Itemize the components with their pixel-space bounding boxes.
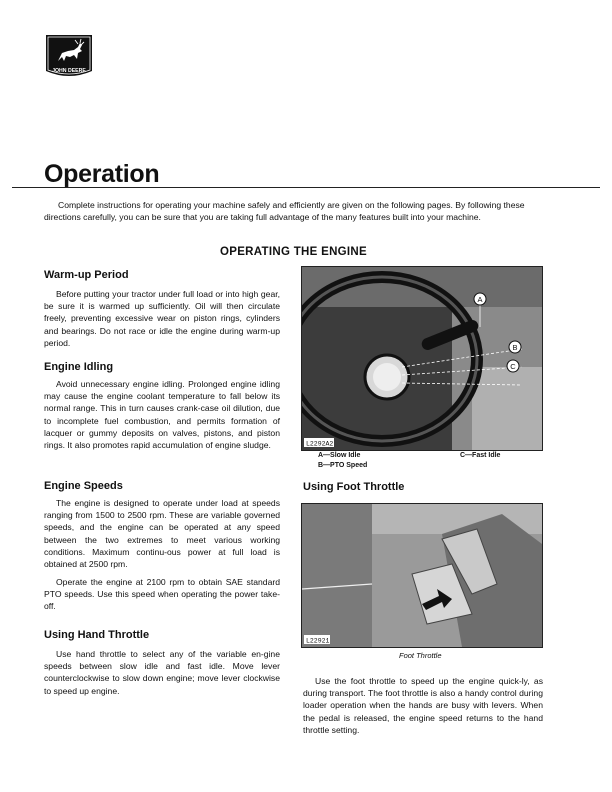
hand-throttle-heading: Using Hand Throttle [44,629,150,641]
caption-c: C—Fast Idle [460,452,501,459]
svg-text:B: B [512,343,518,352]
photo1-code: L2292A2 [306,440,334,448]
engine-speeds-paragraph-2: Operate the engine at 2100 rpm to obtain SAE standard PTO speeds. Use this speed when operating the power take-off. [44,577,280,612]
callout-b [509,341,521,353]
page-title: Operation [44,160,160,188]
title-rule [12,187,600,188]
john-deere-logo [44,33,94,80]
engine-speeds-heading: Engine Speeds [44,480,123,492]
caption-b: B—PTO Speed [318,462,368,469]
engine-speeds-paragraph-1: The engine is designed to operate under load at speeds ranging from 1500 to 2500 rpm. These are variable governed speeds, and the engine can be operated at any speed between the two extremes to meet various working conditions. Maximum continu-ous power at full load is obtained at 2500 rpm. [44,498,280,570]
caption-a: A—Slow Idle [318,452,361,459]
idling-heading: Engine Idling [44,361,114,373]
idling-paragraph: Avoid unnecessary engine idling. Prolonged engine idling may cause the engine coolant temperature to fall below its normal range. This in turn causes crank-case oil dilution, due to incomplete fuel combustion, and permits formation of lacquer or gummy deposits on valves, pistons, and piston rings. It also promotes rapid accumulation of engine sludge. [44,379,280,451]
svg-text:C: C [510,362,516,371]
section-title: OPERATING THE ENGINE [220,246,367,258]
intro-paragraph: Complete instructions for operating your machine safely and efficiently are given on the following pages. By following these directions carefully, you can be sure that you are taking full advantage of the many features built into your machine. [44,200,525,223]
svg-text:JOHN DEERE: JOHN DEERE [52,68,86,74]
svg-text:A: A [477,295,483,304]
callout-a [474,293,486,305]
foot-throttle-paragraph: Use the foot throttle to speed up the engine quick-ly, as during transport. The foot throttle is also a handy control during loader operation when the hands are busy with levers. When the pedal is released, the engine speed returns to the hand throttle setting. [303,676,543,735]
foot-throttle-heading: Using Foot Throttle [303,481,405,493]
warmup-paragraph: Before putting your tractor under full load or into high gear, be sure it is warmed up sufficiently. Oil will then circulate freely, preventing excessive wear on piston rings, cylinders and bearings. Do not race or idle the engine during warm-up period. [44,289,280,348]
hand-throttle-photo [301,266,543,451]
foot-throttle-caption: Foot Throttle [399,651,442,660]
callout-c [507,360,519,372]
warmup-heading: Warm-up Period [44,269,129,281]
hand-throttle-paragraph: Use hand throttle to select any of the variable en-gine speeds between slow idle and fast idle. Move lever counterclockwise to slow down engine; move lever clockwise to speed up engine. [44,649,280,696]
foot-throttle-photo [301,503,543,648]
photo2-code: L22921 [306,637,330,645]
